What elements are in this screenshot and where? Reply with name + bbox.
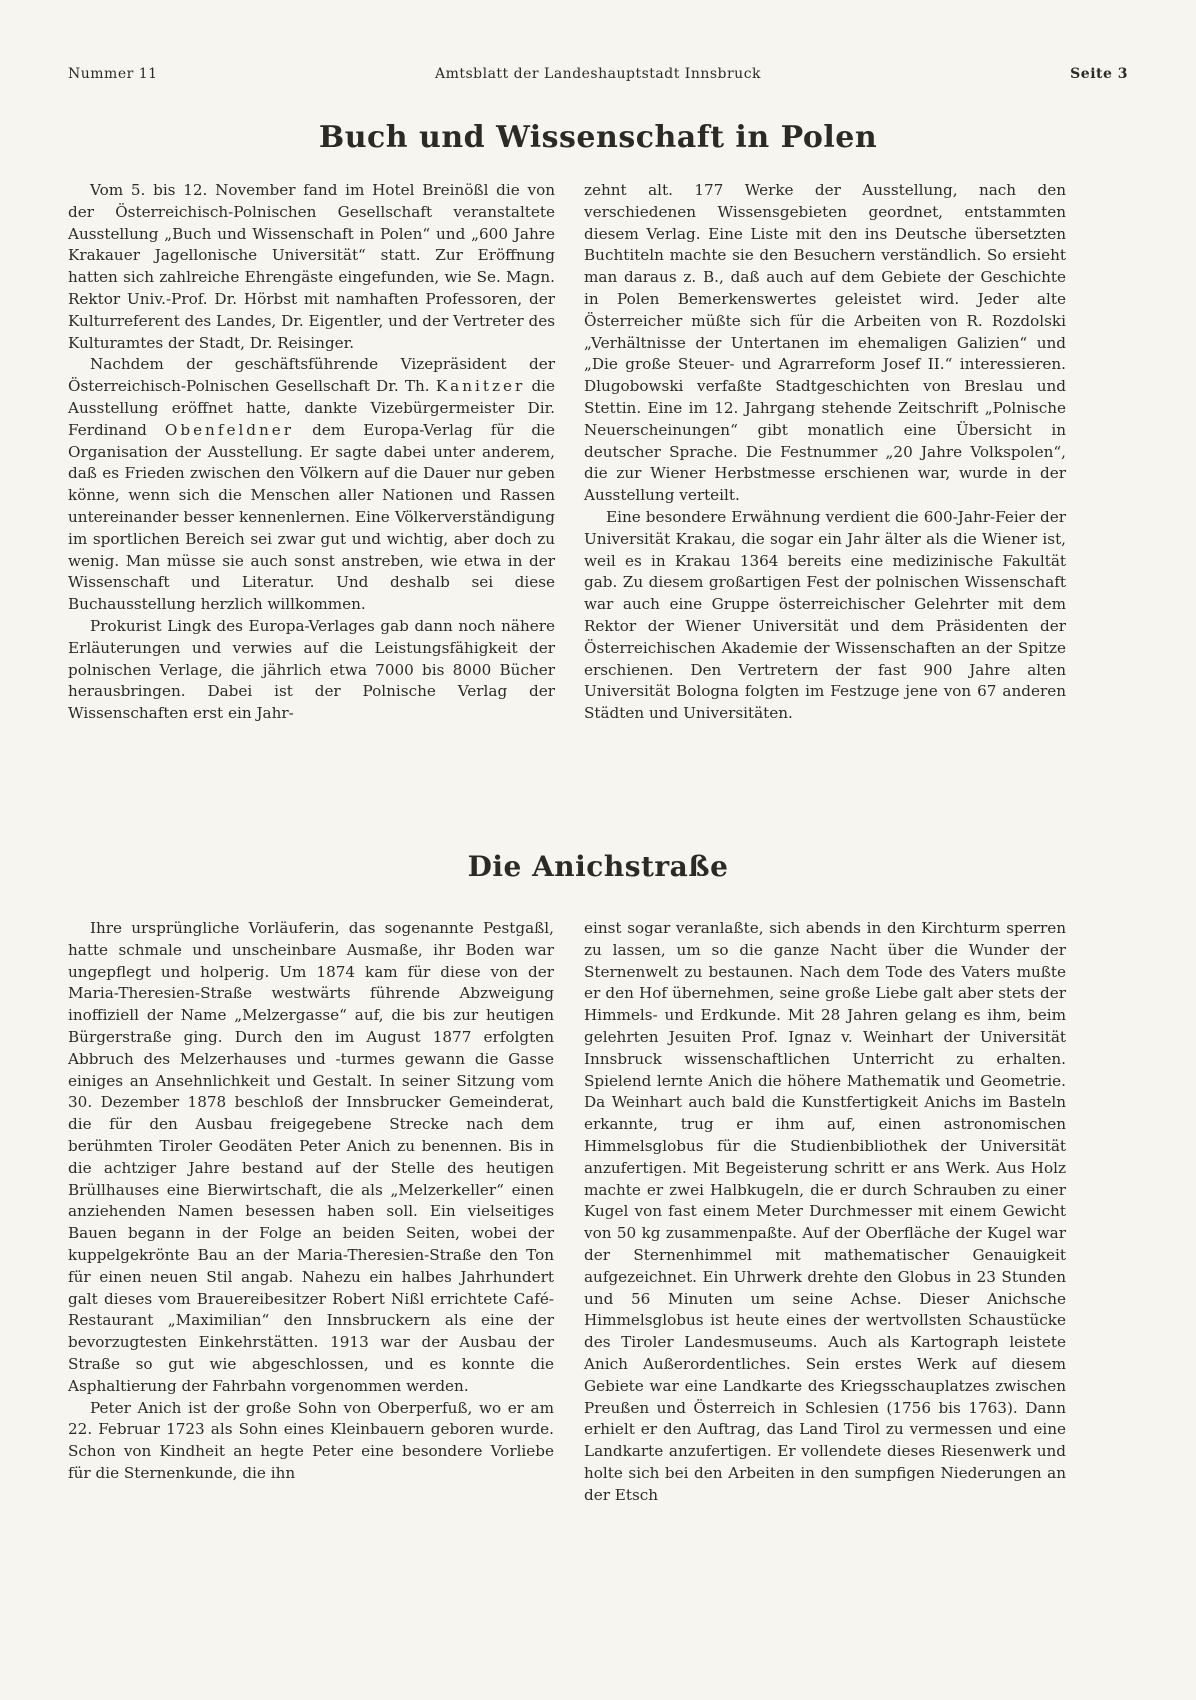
paragraph: [68, 354, 555, 616]
text-run: die Ausstellung eröffnet hatte, dankte Vizebürgermeister Dir. Ferdinand: [68, 377, 556, 439]
spaced-name: Kanitzer: [435, 377, 526, 396]
text-run: Nachdem der geschäftsführende Vizepräsident der Österreichisch-Polnischen Gesellschaft Dr. Th.: [68, 355, 555, 396]
running-head: [68, 66, 1128, 88]
text-run: dem Europa-Verlag für die Organisation der Ausstellung. Er sagte dabei unter anderem, daß es Frieden zwischen den Völkern auf die Dauer nur geben könne, wenn sich die Menschen aller Nationen und Rassen untereinander besser kennenlernen. Eine Völkerverständigung im sportlichen Bereich sei zwar gut und wichtig, aber doch zu wenig. Man müsse sie auch sonst anstreben, wie etwa in der Wissenschaft und Literatur. Und deshalb sei diese Buchausstellung herzlich willkommen.: [68, 420, 555, 614]
paragraph: Eine besondere Erwähnung verdient die 600-Jahr-Feier der Universität Krakau, die sogar ein Jahr älter als die Wiener ist, weil es in Krakau 1364 bereits eine medizinische Fakultät gab. Zu diesem großartigen Fest der polnischen Wissenschaft war auch eine Gruppe österreichischer Gelehrter mit dem Rektor der Wiener Universität und dem Präsidenten der Österreichischen Akademie der Wissenschaften an der Spitze erschienen. Den Vertretern der fast 900 Jahre alten Universität Bologna folgten im Festzuge jene von 67 anderen Städten und Universitäten.: [584, 507, 1066, 723]
paragraph-continued: zehnt alt. 177 Werke der Ausstellung, nach den verschiedenen Wissensgebieten geordnet, entstammten diesem Verlag. Eine Liste mit den ins Deutsche übersetzten Buchtiteln machte sie den Besuchern verständlich. So ersieht man daraus z. B., daß auch auf dem Gebiete der Geschichte in Polen Bemerkenswertes geleistet wird. Jeder alte Österreicher müßte sich für die Arbeiten von R. Rozdolski „Verhältnisse der Untertanen im ehemaligen Galizien“ und „Die große Steuer- und Agrarreform Josef II.“ interessieren. Dlugobowski verfaßte Stadtgeschichten von Breslau und Stettin. Eine im 12. Jahrgang stehende Zeitschrift „Polnische Neuerscheinungen“ gibt monatlich eine Übersicht in deutscher Sprache. Die Festnummer „20 Jahre Volkspolen“, die zur Wiener Herbstmesse erschienen war, wurde in der Ausstellung verteilt.: [584, 181, 1066, 505]
article-column-right: [584, 918, 1066, 1507]
paragraph: Ihre ursprüngliche Vorläuferin, das sogenannte Pestgaßl, hatte schmale und unscheinbare Ausmaße, ihr Boden war ungepflegt und holperig. Um 1874 kam für diese von der Maria-Theresien-Straße westwärts führende Abzweigung inoffiziell der Name „Melzergasse“ auf, die bis zur heutigen Bürgerstraße ging. Durch den im August 1877 erfolgten Abbruch des Melzerhauses und -turmes gewann die Gasse einiges an Ansehnlichkeit und Gestalt. In seiner Sitzung vom 30. Dezember 1878 beschloß der Innsbrucker Gemeinderat, die für den Ausbau freigegebene Strecke nach dem berühmten Tiroler Geodäten Peter Anich zu benennen. Bis in die achtziger Jahre bestand auf der Stelle des heutigen Brüllhauses eine Bierwirtschaft, die als „Melzerkeller“ einen anziehenden Namen besessen haben soll. Ein vielseitiges Bauen begann in der Folge an beiden Seiten, wobei der kuppelgekrönte Bau an der Maria-Theresien-Straße den Ton für einen neuen Stil angab. Nahezu ein halbes Jahrhundert galt dieses vom Brauereibesitzer Robert Nißl errichtete Café-Restaurant „Maximilian“ den Innsbruckern als eine der bevorzugtesten Einkehrstätten. 1913 war der Ausbau der Straße so gut wie abgeschlossen, und es konnte die Asphaltierung der Fahrbahn vorgenommen werden.: [68, 919, 554, 1395]
article-title: Die Anichstraße: [467, 850, 729, 883]
article-title: Buch und Wissenschaft in Polen: [318, 120, 878, 155]
paragraph: Prokurist Lingk des Europa-Verlages gab dann noch nähere Erläuterungen und verwies auf die Leistungsfähigkeit der polnischen Verlage, die jährlich etwa 7000 bis 8000 Bücher herausbringen. Dabei ist der Polnische Verlag der Wissenschaften erst ein Jahr-: [68, 616, 555, 723]
spaced-name: Obenfeldner: [164, 420, 295, 439]
page-number: Seite 3: [1070, 66, 1128, 82]
article-column-left: [68, 918, 554, 1485]
paragraph: Vom 5. bis 12. November fand im Hotel Breinößl die von der Österreichisch-Polnischen Gesellschaft veranstaltete Ausstellung „Buch und Wissenschaft in Polen“ und „600 Jahre Krakauer Jagellonische Universität“ statt. Zur Eröffnung hatten sich zahlreiche Ehrengäste eingefunden, wie Se. Magn. Rektor Univ.-Prof. Dr. Hörbst mit namhaften Professoren, der Kulturreferent des Landes, Dr. Eigentler, und der Vertreter des Kulturamtes der Stadt, Dr. Reisinger.: [68, 181, 555, 352]
article-column-right: [584, 180, 1066, 725]
publication-title: Amtsblatt der Landeshauptstadt Innsbruck: [434, 66, 762, 82]
paragraph-continued: einst sogar veranlaßte, sich abends in den Kirchturm sperren zu lassen, um so die ganze Nacht über die Wunder der Sternenwelt zu bestaunen. Nach dem Tode des Vaters mußte er den Hof übernehmen, seine große Liebe galt aber stets der Himmels- und Erdkunde. Mit 28 Jahren gelang es ihm, beim gelehrten Jesuiten Prof. Ignaz v. Weinhart der Universität Innsbruck wissenschaftlichen Unterricht zu erhalten. Spielend lernte Anich die höhere Mathematik und Geometrie. Da Weinhart auch bald die Kunstfertigkeit Anichs im Basteln erkannte, trug er ihm auf, einen astronomischen Himmelsglobus für die Studienbibliothek der Universität anzufertigen. Mit Begeisterung schritt er ans Werk. Aus Holz machte er zwei Halbkugeln, die er durch Schrauben zu einer Kugel von fast einem Meter Durchmesser mit einem Gewicht von 50 kg zusammenpaßte. Auf der Oberfläche der Kugel war der Sternenhimmel mit mathematischer Genauigkeit aufgezeichnet. Ein Uhrwerk drehte den Globus in 23 Stunden und 56 Minuten um seine Achse. Dieser Anichsche Himmelsglobus ist heute eines der wertvollsten Schaustücke des Tiroler Landesmuseums. Auch als Kartograph leistete Anich Außerordentliches. Sein erstes Werk auf diesem Gebiete war eine Landkarte des Kriegsschauplatzes zwischen Preußen und Österreich in Schlesien (1756 bis 1763). Dann erhielt er den Auftrag, das Land Tirol zu vermessen und eine Landkarte anzufertigen. Er vollendete dieses Riesenwerk und holte sich bei den Arbeiten in den sumpfigen Niederungen an der Etsch: [584, 919, 1066, 1504]
paragraph: Peter Anich ist der große Sohn von Oberperfuß, wo er am 22. Februar 1723 als Sohn eines Kleinbauern geboren wurde. Schon von Kindheit an hegte Peter eine besondere Vorliebe für die Sternenkunde, die ihn: [68, 1398, 554, 1482]
article-column-left: [68, 180, 555, 725]
issue-number: Nummer 11: [68, 66, 158, 82]
